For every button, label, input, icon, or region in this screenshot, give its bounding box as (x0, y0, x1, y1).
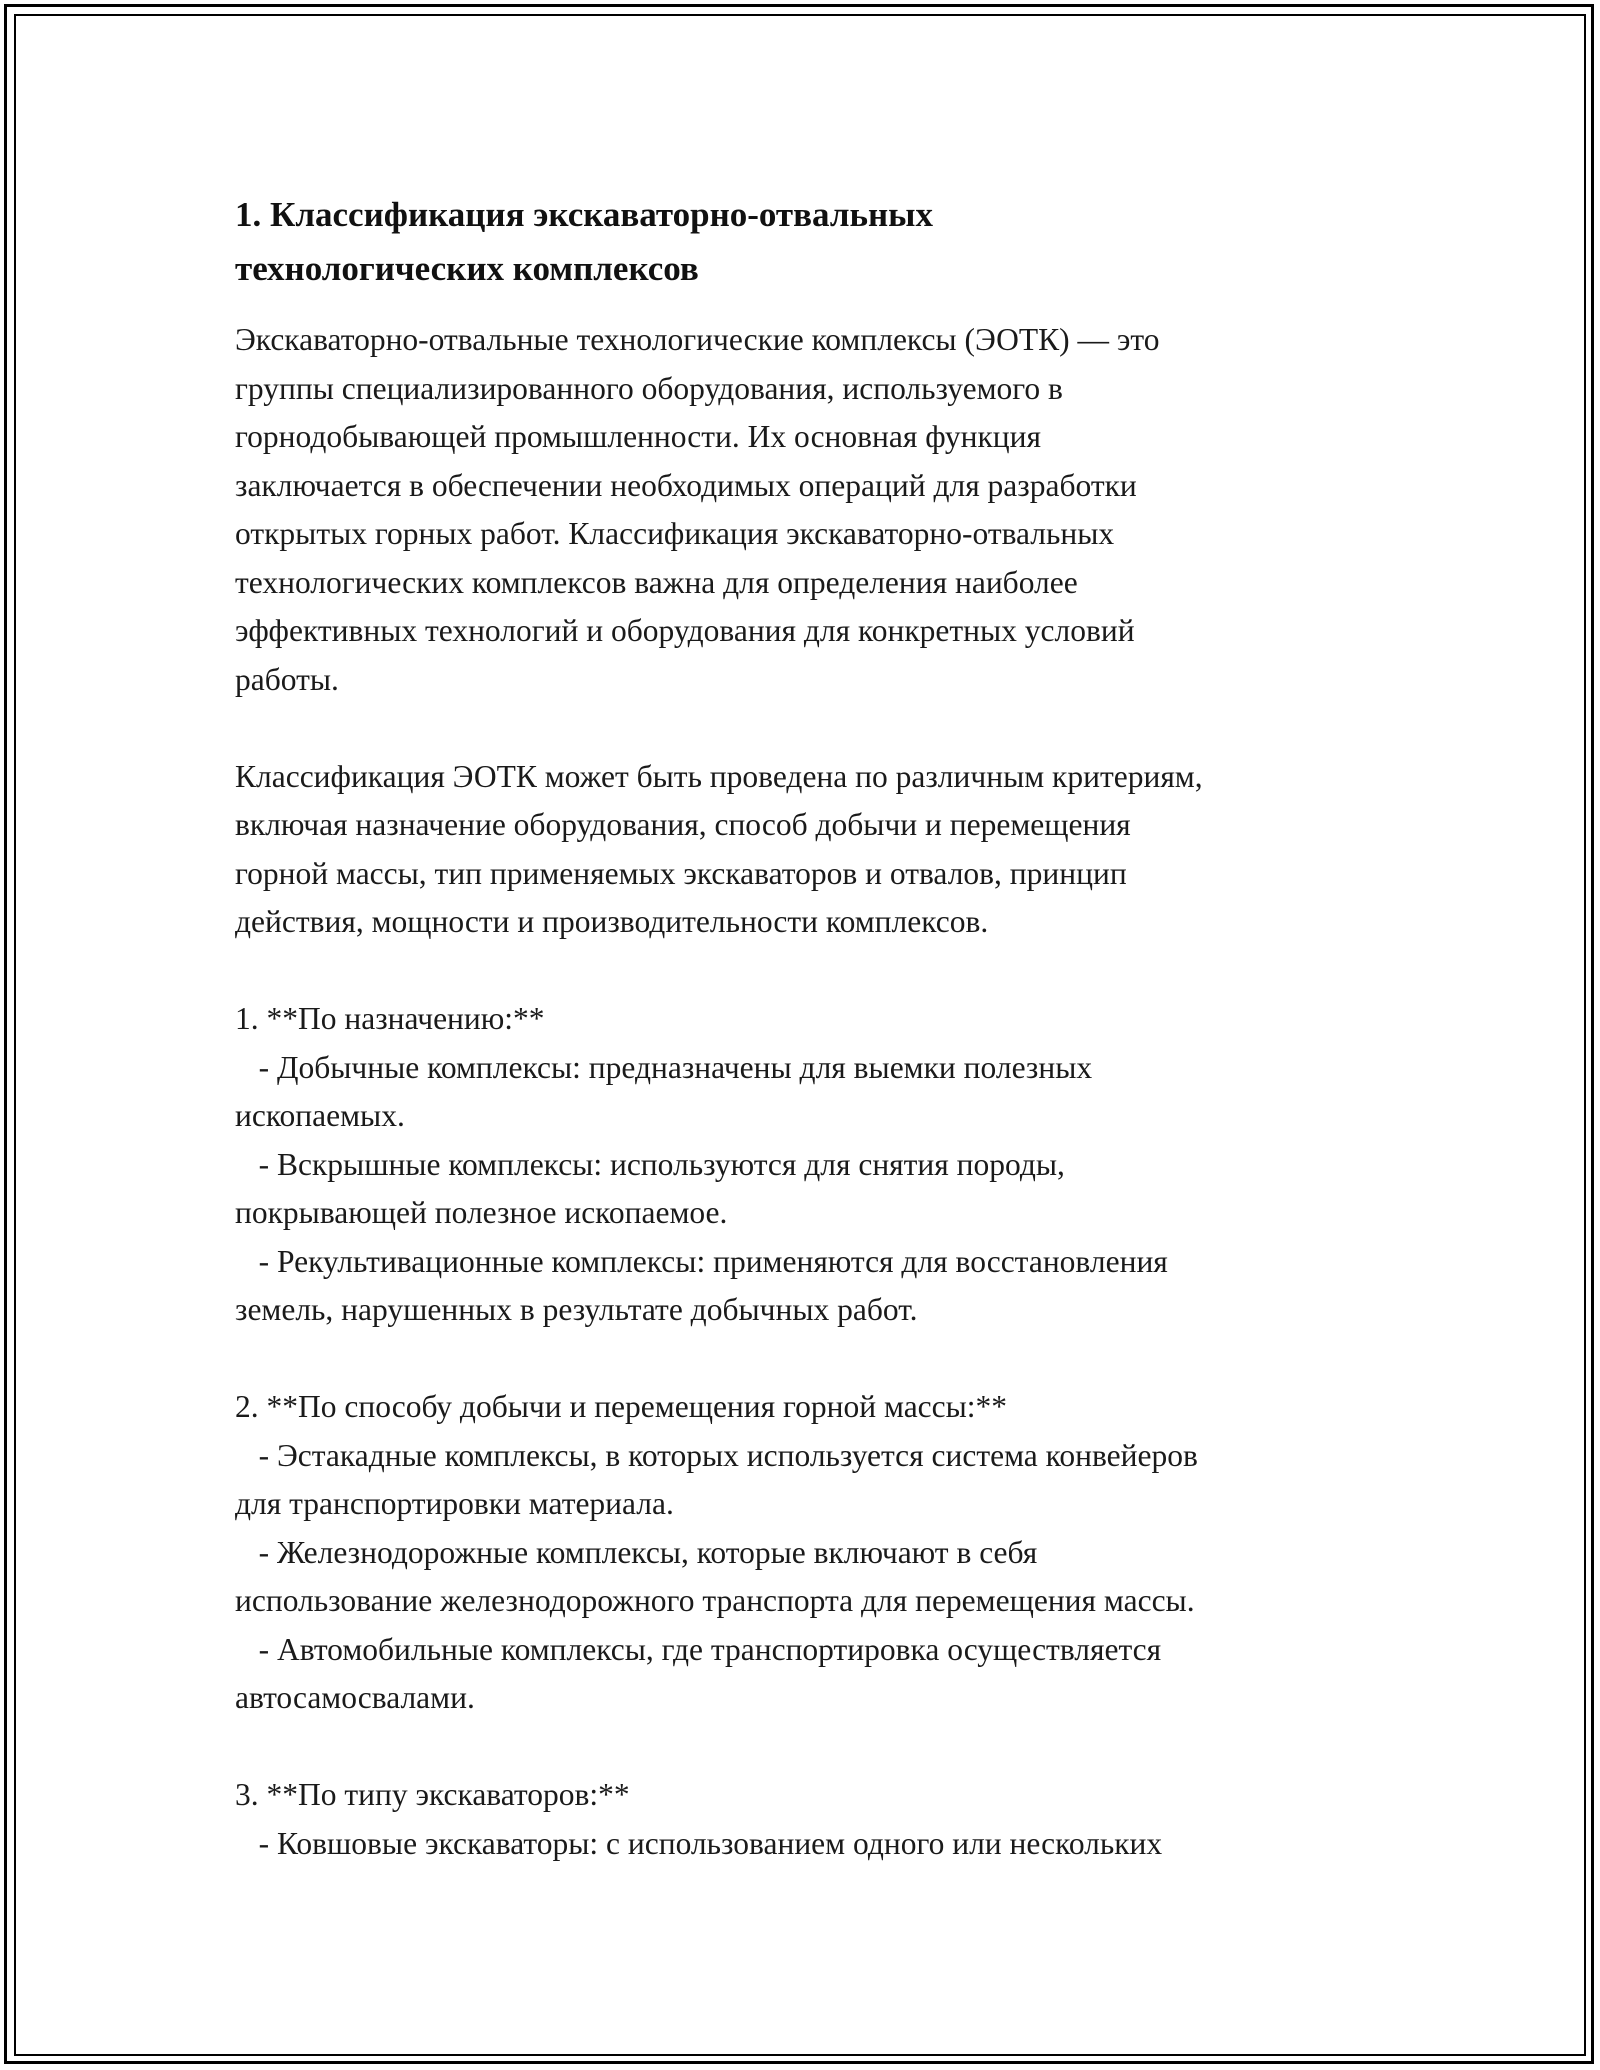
text-line: технологических комплексов важна для определения наиболее (235, 564, 1078, 600)
text-line: горной массы, тип применяемых экскаваторов и отвалов, принцип (235, 855, 1127, 891)
list-item: - Железнодорожные комплексы, которые включают в себя (235, 1534, 1038, 1570)
list-item-continuation: ископаемых. (235, 1098, 405, 1133)
title-line-2: технологических комплексов (235, 249, 699, 288)
list-item: - Добычные комплексы: предназначены для выемки полезных (235, 1049, 1093, 1085)
section-excavator-type (235, 1771, 1385, 1868)
list-item: - Ковшовые экскаваторы: с использованием одного или нескольких (235, 1825, 1163, 1861)
list-item: - Автомобильные комплексы, где транспортировка осуществляется (235, 1631, 1162, 1667)
list-item-continuation: использование железнодорожного транспорта для перемещения массы. (235, 1583, 1195, 1618)
text-line: эффективных технологий и оборудования для конкретных условий (235, 613, 1135, 648)
section-heading: 3. **По типу экскаваторов:** (235, 1777, 630, 1812)
section-extraction-method (235, 1383, 1385, 1723)
title-line-1: 1. Классификация экскаваторно-отвальных (235, 195, 933, 234)
section-heading: 1. **По назначению:** (235, 1001, 545, 1036)
intro-paragraph (235, 316, 1385, 704)
section-purpose (235, 995, 1385, 1335)
list-item: - Вскрышные комплексы: используются для снятия породы, (235, 1146, 1065, 1182)
criteria-paragraph (235, 753, 1385, 947)
text-line: открытых горных работ. Классификация экскаваторно-отвальных (235, 516, 1115, 551)
text-line: Классификация ЭОТК может быть проведена по различным критериям, (235, 758, 1203, 794)
paragraph-spacer (235, 1723, 1385, 1772)
text-line: Экскаваторно-отвальные технологические комплексы (ЭОТК) — это (235, 322, 1160, 357)
paragraph-spacer (235, 947, 1385, 996)
text-line: действия, мощности и производительности комплексов. (235, 904, 989, 939)
list-item-continuation: земель, нарушенных в результате добычных работ. (235, 1292, 918, 1327)
text-line: включая назначение оборудования, способ добычи и перемещения (235, 807, 1131, 842)
list-item-continuation: автосамосвалами. (235, 1680, 475, 1715)
text-line: работы. (235, 661, 339, 697)
document-body (235, 188, 1385, 1868)
paragraph-spacer (235, 704, 1385, 753)
list-item: - Эстакадные комплексы, в которых используется система конвейеров (235, 1437, 1198, 1473)
list-item-continuation: для транспортировки материала. (235, 1486, 674, 1521)
text-line: заключается в обеспечении необходимых операций для разработки (235, 467, 1137, 503)
paragraph-spacer (235, 1335, 1385, 1384)
list-item: - Рекультивационные комплексы: применяются для восстановления (235, 1243, 1168, 1279)
text-line: горнодобывающей промышленности. Их основная функция (235, 419, 1041, 454)
list-item-continuation: покрывающей полезное ископаемое. (235, 1195, 728, 1230)
text-line: группы специализированного оборудования, используемого в (235, 370, 1063, 406)
document-title (235, 188, 1385, 296)
section-heading: 2. **По способу добычи и перемещения горной массы:** (235, 1389, 1008, 1424)
